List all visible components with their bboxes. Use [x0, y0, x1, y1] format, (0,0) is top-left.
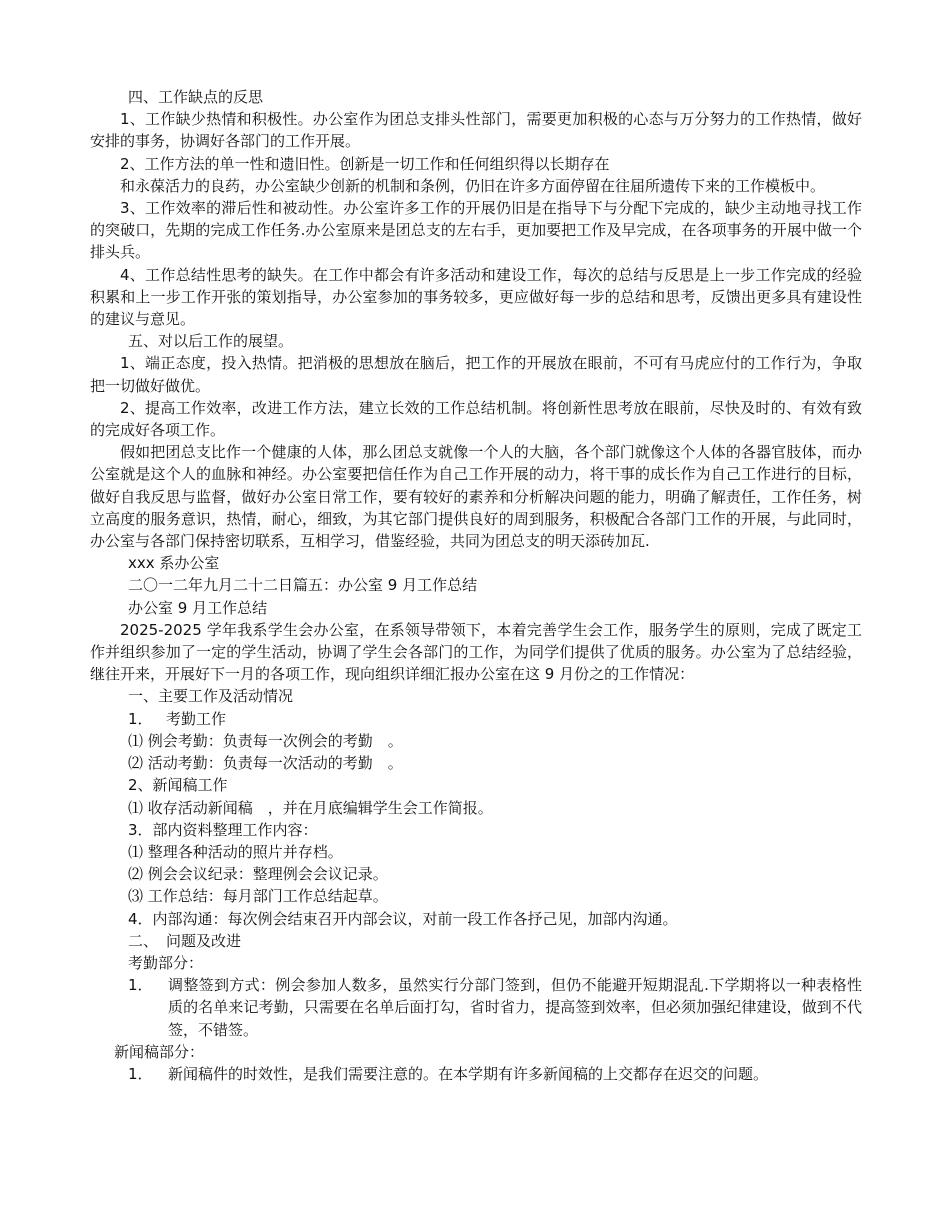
part-2-title: 问题及改进: [166, 931, 242, 950]
section-5-heading: 五、对以后工作的展望。: [128, 332, 294, 351]
item-1-number: 1．: [128, 709, 153, 728]
section-4-heading: 四、工作缺点的反思: [128, 88, 264, 106]
attendance-list-item: [90, 974, 862, 1041]
section-4-paragraph-4: 4、工作总结性思考的缺失。在工作中都会有许多活动和建设工作，每次的总结与反思是上一步工作完成的经验积累和上一步工作开张的策划指导，办公室参加的事务较多，更应做好每一步的总结和思考，反馈出更多具有建设性的建议与意见。: [90, 265, 862, 329]
report-intro: 2025-2025 学年我系学生会办公室，在系领导带领下，本着完善学生会工作，服务学生的原则，完成了既定工作并组织参加了一定的学生活动，协调了学生会各部门的工作，为同学们提供了优质的服务。办公室为了总结经验，继往开来，开展好下一月的各项工作，现向组织详细汇报办公室在这 9 月份之的工作情况：: [90, 620, 862, 684]
part-1-heading: 一、主要工作及活动情况: [128, 687, 294, 706]
section-5-paragraph-1: 1、端正态度，投入热情。把消极的思想放在脑后，把工作的开展放在眼前，不可有马虎应付的工作行为，争取把一切做好做优。: [90, 354, 862, 395]
item-4: 4．内部沟通：每次例会结束召开内部会议，对前一段工作各抒己见，加部内沟通。: [128, 909, 678, 928]
attendance-item-number: 1．: [128, 976, 153, 995]
item-1-sub-1: ⑴ 例会考勤：负责每一次例会的考勤 。: [128, 731, 403, 750]
section-4-paragraph-2: 2、工作方法的单一性和遗旧性。创新是一切工作和任何组织得以长期存在: [120, 154, 610, 173]
attendance-heading: 考勤部分：: [128, 953, 204, 972]
part-2-heading: [90, 930, 862, 952]
section-4-paragraph-1: 1、工作缺少热情和积极性。办公室作为团总支排头性部门，需要更加积极的心态与万分努力的工作热情，做好安排的事务，协调好各部门的工作开展。: [90, 110, 862, 151]
item-1-sub-2: ⑵ 活动考勤：负责每一次活动的考勤 。: [128, 754, 403, 773]
document-body: [90, 86, 862, 1085]
report-title: 办公室 9 月工作总结: [128, 598, 268, 617]
item-3-sub-2: ⑵ 例会会议纪录：整理例会会议记录。: [128, 865, 388, 884]
signature: xxx 系办公室: [128, 554, 220, 573]
attendance-item-text: 调整签到方式：例会参加人数多，虽然实行分部门签到，但仍不能避开短期混乱.下学期将以一种表格性质的名单来记考勤，只需要在名单后面打勾，省时省力，提高签到效率，但必须加强纪律建设，做到不代签，不错签。: [168, 976, 862, 1039]
item-1-heading: [90, 708, 862, 730]
part-2-number: 二、: [128, 931, 159, 950]
news-item-number: 1．: [128, 1064, 153, 1083]
item-2-heading: 2、新闻稿工作: [128, 776, 228, 795]
section-4-paragraph-3: 3、工作效率的滞后性和被动性。办公室许多工作的开展仍旧是在指导下与分配下完成的，缺少主动地寻找工作的突破口，先期的完成工作任务.办公室原来是团总支的左右手，更加要把工作及早完成，在各项事务的开展中做一个排头兵。: [90, 199, 862, 262]
item-3-sub-3: ⑶ 工作总结：每月部门工作总结起草。: [128, 887, 388, 906]
item-2-sub-1: ⑴ 收存活动新闻稿 ，并在月底编辑学生会工作简报。: [128, 798, 493, 817]
item-3-heading: 3．部内资料整理工作内容：: [128, 820, 318, 839]
section-5-paragraph-3: 假如把团总支比作一个健康的人体，那么团总支就像一个人的大脑，各个部门就像这个人体的各器官肢体，而办公室就是这个人的血脉和神经。办公室要把信任作为自己工作开展的动力，将干事的成长作为自己工作进行的目标，做好自我反思与监督，做好办公室日常工作，要有较好的素养和分析解决问题的能力，明确了解责任，工作任务，树立高度的服务意识，热情，耐心，细致，为其它部门提供良好的周到服务，积极配合各部门工作的开展，与此同时，办公室与各部门保持密切联系，互相学习，借鉴经验，共同为团总支的明天添砖加瓦.: [90, 443, 862, 551]
news-heading: 新闻稿部分：: [114, 1042, 205, 1061]
item-3-sub-1: ⑴ 整理各种活动的照片并存档。: [128, 842, 343, 861]
date-line: 二〇一二年九月二十二日篇五：办公室 9 月工作总结: [128, 576, 478, 595]
news-list-item: [90, 1063, 862, 1085]
section-4-paragraph-2-continued: 和永葆活力的良药，办公室缺少创新的机制和条例，仍旧在许多方面停留在往届所遗传下来的工作模板中。: [120, 176, 826, 195]
section-5-paragraph-2: 2、提高工作效率，改进工作方法，建立长效的工作总结机制。将创新性思考放在眼前，尽快及时的、有效有致的完成好各项工作。: [90, 398, 862, 440]
news-item-text: 新闻稿件的时效性，是我们需要注意的。在本学期有许多新闻稿的上交都存在迟交的问题。: [168, 1064, 769, 1083]
item-1-title: 考勤工作: [166, 709, 227, 728]
